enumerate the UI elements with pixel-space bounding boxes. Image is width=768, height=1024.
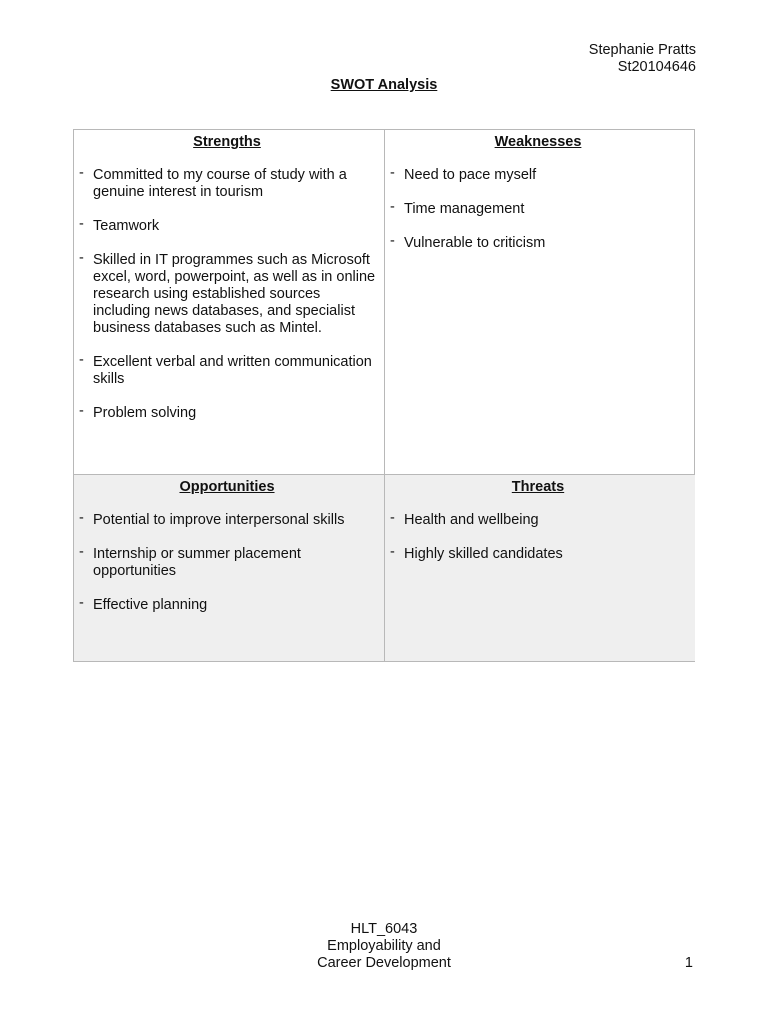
list-item-text: Skilled in IT programmes such as Microsoft excel, word, powerpoint, as well as in online research using established sources including news databases, and specialist business databases such as Mintel. (93, 252, 376, 336)
list-item-text: Problem solving (93, 405, 197, 421)
list-item-text: Vulnerable to criticism (404, 235, 546, 251)
list-item-text: Time management (404, 201, 525, 217)
list-item (78, 512, 376, 529)
list-item (389, 167, 687, 184)
page-header (589, 42, 696, 76)
bullet-dash-icon: - (390, 199, 395, 215)
list-item (78, 354, 376, 388)
list-item (78, 218, 376, 235)
list-item-text: Effective planning (93, 597, 208, 613)
threats-list (389, 512, 687, 563)
list-item (78, 597, 376, 614)
bullet-dash-icon: - (79, 595, 84, 611)
list-item (78, 167, 376, 201)
bullet-dash-icon: - (390, 544, 395, 560)
list-item-text: Highly skilled candidates (404, 546, 563, 562)
threats-cell (385, 475, 695, 661)
course-name-line1: Employability and (327, 938, 441, 954)
course-code: HLT_6043 (350, 921, 418, 937)
bullet-dash-icon: - (79, 165, 84, 181)
bullet-dash-icon: - (79, 352, 84, 368)
opportunities-cell (74, 475, 385, 661)
list-item (78, 546, 376, 580)
list-item-text: Health and wellbeing (404, 512, 539, 528)
list-item-text: Need to pace myself (404, 167, 537, 183)
bullet-dash-icon: - (390, 165, 395, 181)
list-item-text: Committed to my course of study with a genuine interest in tourism (93, 167, 347, 200)
list-item-text: Internship or summer placement opportunities (93, 546, 301, 579)
list-item-text: Potential to improve interpersonal skills (93, 512, 345, 528)
course-name-line2: Career Development (317, 955, 451, 971)
page-number: 1 (684, 955, 693, 971)
opportunities-list (78, 512, 376, 614)
weaknesses-list (389, 167, 687, 252)
opportunities-heading: Opportunities (179, 479, 275, 495)
list-item-text: Teamwork (93, 218, 160, 234)
list-item (389, 201, 687, 218)
bullet-dash-icon: - (79, 544, 84, 560)
bullet-dash-icon: - (79, 216, 84, 232)
list-item-text: Excellent verbal and written communication skills (93, 354, 372, 387)
strengths-cell (74, 130, 385, 475)
threats-heading: Threats (511, 479, 565, 495)
document-title: SWOT Analysis (330, 77, 438, 93)
bullet-dash-icon: - (79, 250, 84, 266)
author-name: Stephanie Pratts (588, 42, 696, 58)
student-id: St20104646 (617, 59, 696, 75)
weaknesses-heading: Weaknesses (494, 134, 582, 150)
weaknesses-cell (385, 130, 695, 475)
bullet-dash-icon: - (79, 403, 84, 419)
list-item (389, 235, 687, 252)
bullet-dash-icon: - (390, 233, 395, 249)
page-footer (0, 921, 768, 972)
bullet-dash-icon: - (79, 510, 84, 526)
strengths-heading: Strengths (193, 134, 261, 150)
swot-table (73, 129, 695, 662)
strengths-list (78, 167, 376, 422)
list-item (389, 546, 687, 563)
list-item (78, 252, 376, 337)
list-item (389, 512, 687, 529)
list-item (78, 405, 376, 422)
bullet-dash-icon: - (390, 510, 395, 526)
